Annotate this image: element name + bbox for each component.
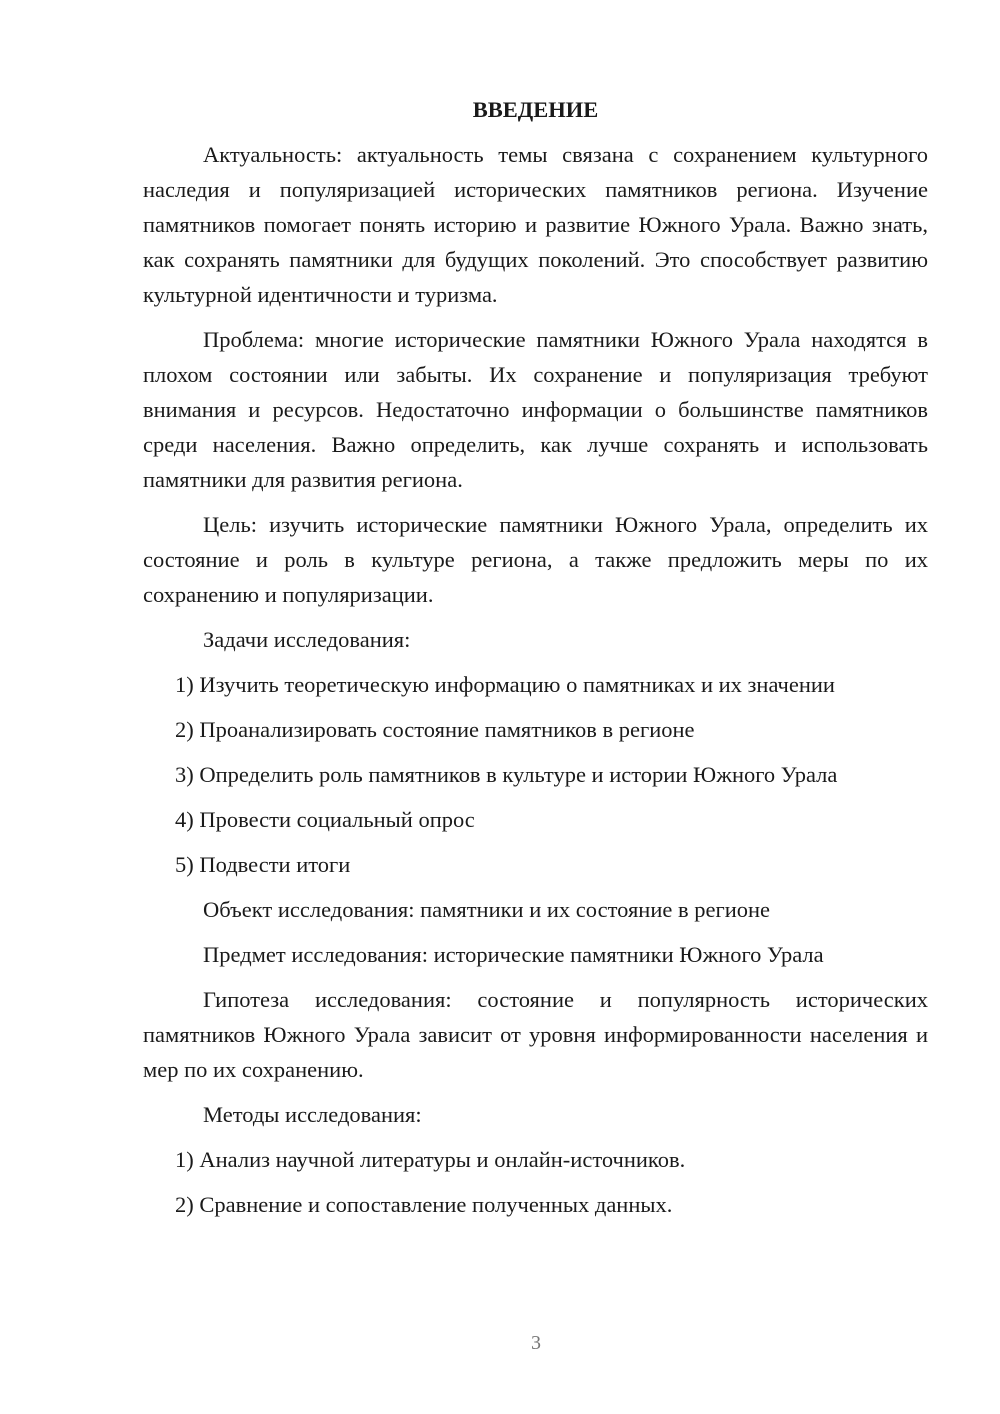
tasks-list <box>143 667 928 882</box>
methods-list <box>143 1142 928 1222</box>
tasks-heading: Задачи исследования: <box>203 627 411 652</box>
methods-heading: Методы исследования: <box>203 1102 422 1127</box>
page-content <box>143 92 928 1232</box>
research-subject: Предмет исследования: исторические памятники Южного Урала <box>203 942 824 967</box>
task-item: 5) Подвести итоги <box>175 852 351 877</box>
problem-paragraph: Проблема: многие исторические памятники Южного Урала находятся в плохом состоянии или забыты. Их сохранение и популяризация требуют внимания и ресурсов. Недостаточно информации о большинстве памятников среди населения. Важно определить, как лучше сохранять и использовать памятники для развития региона. <box>143 327 928 492</box>
task-item: 2) Проанализировать состояние памятников в регионе <box>175 717 695 742</box>
page-number: 3 <box>531 1332 541 1354</box>
goal-paragraph: Цель: изучить исторические памятники Южного Урала, определить их состояние и роль в культуре региона, а также предложить меры по их сохранению и популяризации. <box>143 512 928 607</box>
task-item: 3) Определить роль памятников в культуре и истории Южного Урала <box>175 762 838 787</box>
section-title: ВВЕДЕНИЕ <box>472 97 599 122</box>
research-object: Объект исследования: памятники и их состояние в регионе <box>203 897 771 922</box>
task-item: 4) Провести социальный опрос <box>175 807 475 832</box>
hypothesis-paragraph: Гипотеза исследования: состояние и популярность исторических памятников Южного Урала зависит от уровня информированности населения и мер по их сохранению. <box>143 987 928 1082</box>
task-item: 1) Изучить теоретическую информацию о памятниках и их значении <box>175 672 835 697</box>
relevance-paragraph: Актуальность: актуальность темы связана с сохранением культурного наследия и популяризацией исторических памятников региона. Изучение памятников помогает понять историю и развитие Южного Урала. Важно знать, как сохранять памятники для будущих поколений. Это способствует развитию культурной идентичности и туризма. <box>143 142 928 307</box>
method-item: 1) Анализ научной литературы и онлайн-источников. <box>175 1147 686 1172</box>
method-item: 2) Сравнение и сопоставление полученных данных. <box>175 1192 673 1217</box>
